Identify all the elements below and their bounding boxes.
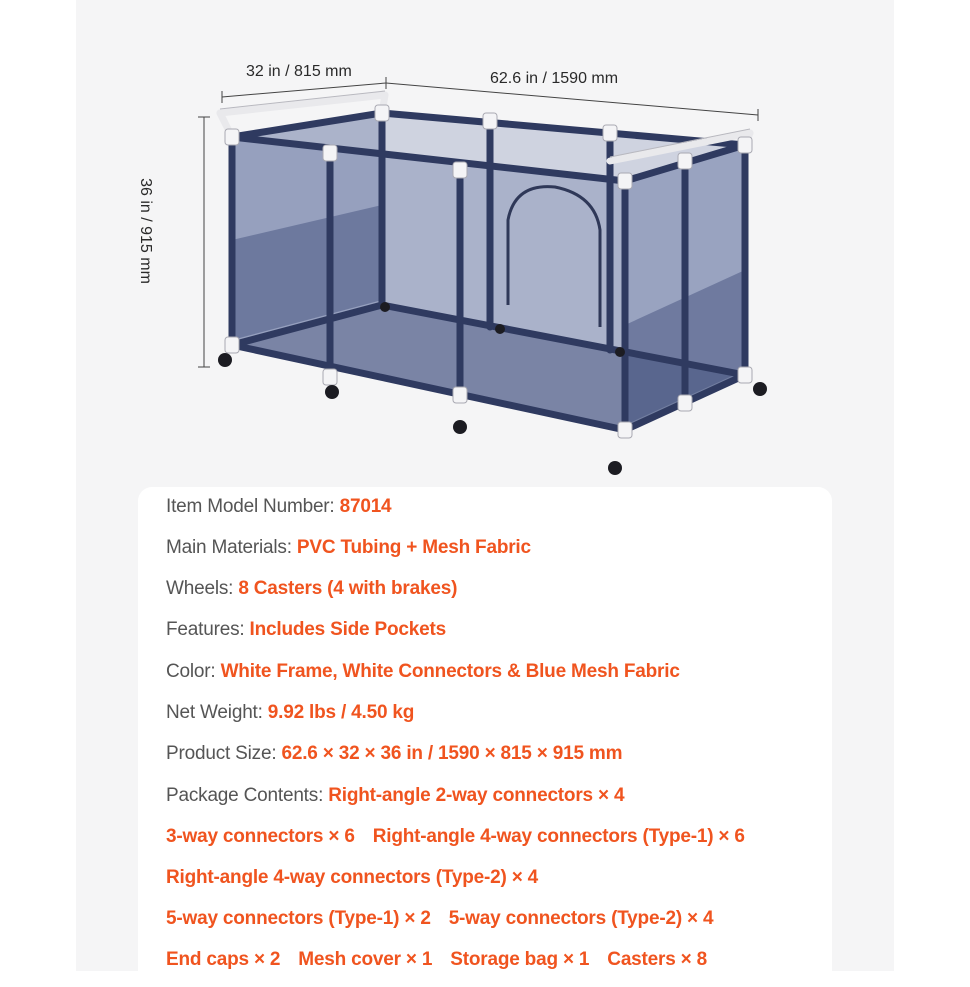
spec-row-wheels (166, 577, 457, 601)
package-item: Casters × 8 (607, 949, 708, 970)
height-dimension-label: 36 in / 915 mm (136, 178, 154, 284)
color-value: White Frame, White Connectors & Blue Mesh Fabric (220, 661, 680, 682)
package-item: 5-way connectors (Type-2) × 4 (448, 908, 714, 929)
spec-row-model (166, 495, 391, 519)
wheels-value: 8 Casters (4 with brakes) (238, 578, 458, 599)
package-item: Right-angle 4-way connectors (Type-1) × 6 (372, 826, 745, 847)
spec-row-package (166, 784, 624, 808)
size-value: 62.6 × 32 × 36 in / 1590 × 815 × 915 mm (281, 743, 623, 764)
length-dimension-label: 62.6 in / 1590 mm (490, 70, 619, 87)
package-item: 5-way connectors (Type-1) × 2 (166, 908, 431, 929)
package-item: Right-angle 2-way connectors × 4 (328, 785, 625, 806)
spec-row-package-4 (166, 907, 713, 931)
package-label: Package Contents: (166, 785, 329, 806)
package-item: Right-angle 4-way connectors (Type-2) × 4 (166, 867, 539, 888)
wheels-label: Wheels: (166, 578, 239, 599)
materials-value: PVC Tubing + Mesh Fabric (296, 537, 531, 558)
package-item: End caps × 2 (166, 949, 281, 970)
product-illustration (170, 55, 790, 485)
spec-row-size (166, 742, 622, 766)
model-label: Item Model Number: (166, 496, 340, 517)
size-label: Product Size: (166, 743, 282, 764)
spec-row-package-5 (166, 948, 707, 972)
spec-row-package-3 (166, 866, 538, 890)
package-item: 3-way connectors × 6 (166, 826, 355, 847)
spec-row-package-2 (166, 825, 745, 849)
spec-row-materials (166, 536, 531, 560)
features-value: Includes Side Pockets (249, 619, 446, 640)
package-item: Mesh cover × 1 (298, 949, 433, 970)
features-label: Features: (166, 619, 250, 640)
weight-label: Net Weight: (166, 702, 268, 723)
materials-label: Main Materials: (166, 537, 297, 558)
spec-row-weight (166, 701, 414, 725)
model-value: 87014 (339, 496, 392, 517)
package-item: Storage bag × 1 (450, 949, 590, 970)
color-label: Color: (166, 661, 221, 682)
spec-row-color (166, 660, 680, 684)
spec-row-features (166, 618, 446, 642)
weight-value: 9.92 lbs / 4.50 kg (267, 702, 415, 723)
width-dimension-label: 32 in / 815 mm (246, 63, 352, 80)
